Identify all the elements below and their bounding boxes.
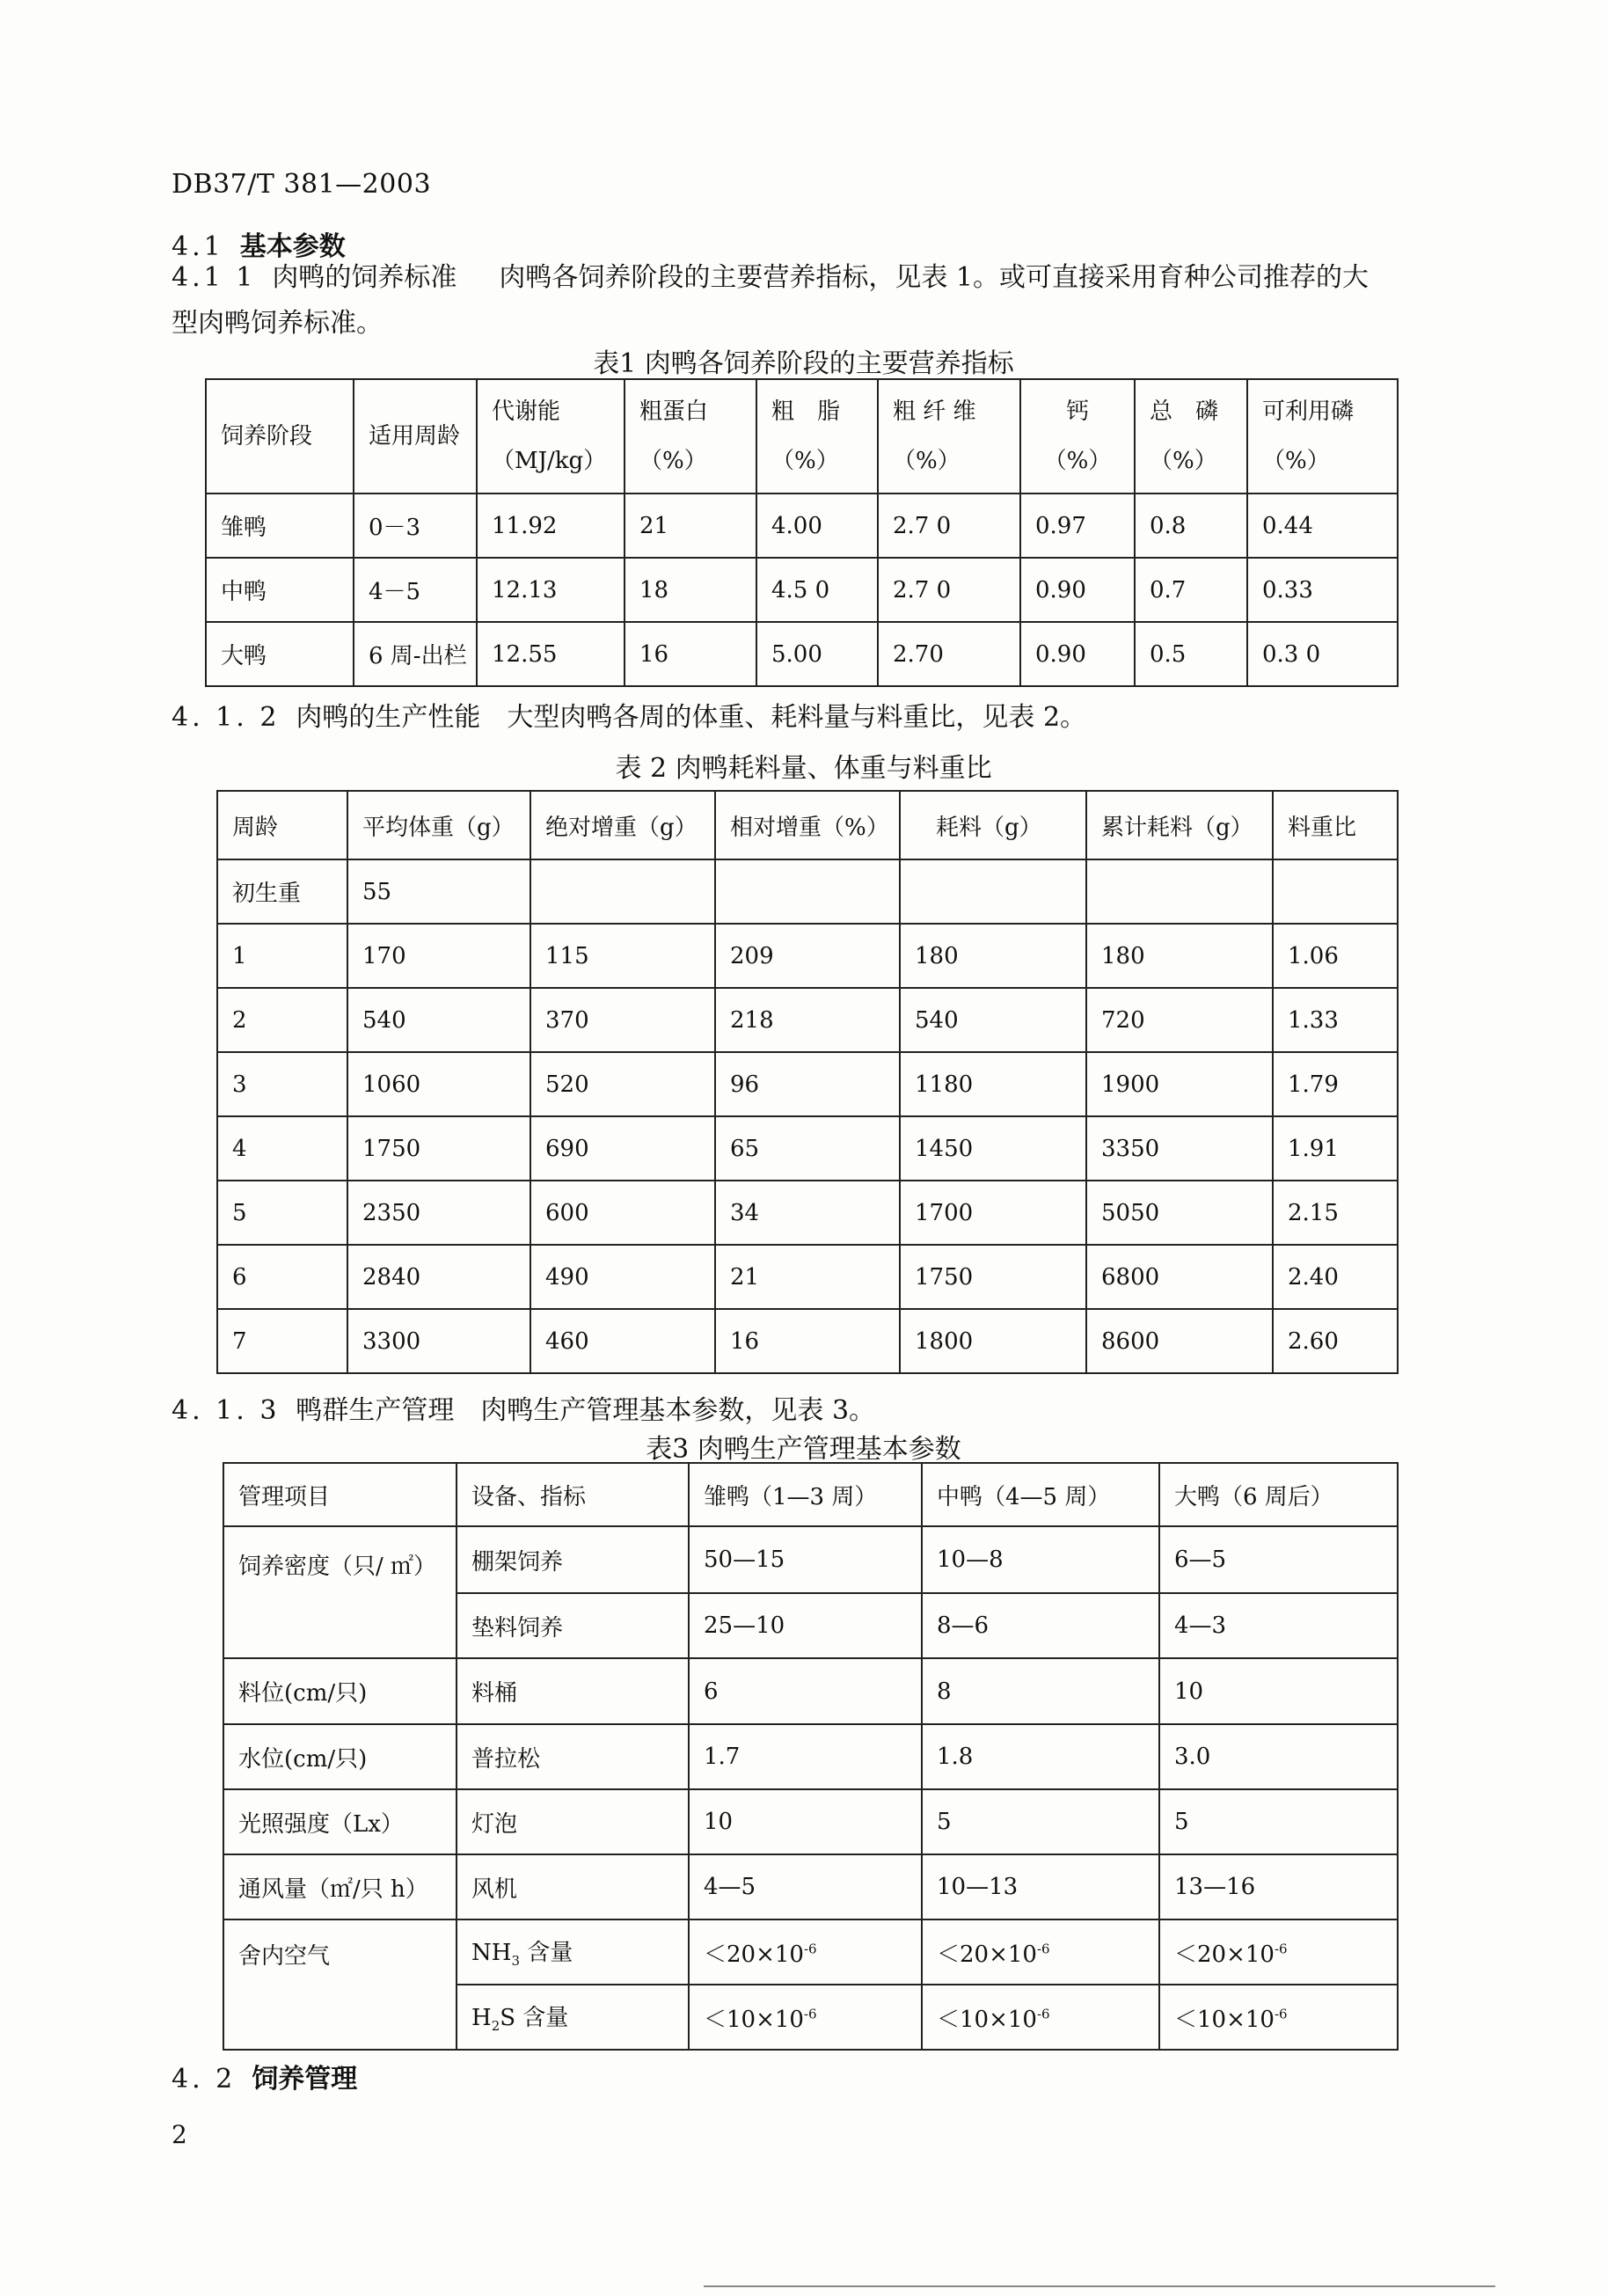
table-cell: 1.8 <box>922 1724 1159 1789</box>
table-cell: 棚架饲养 <box>457 1526 689 1593</box>
table-cell: 11.92 <box>477 494 625 558</box>
table1-header-cell: 代谢能 （MJ/kg） <box>477 379 625 494</box>
table2-header-cell: 绝对增重（g） <box>530 791 715 859</box>
table-cell: 中鸭 <box>206 558 354 622</box>
table-cell: 1.33 <box>1273 988 1398 1052</box>
table-cell: 21 <box>715 1245 900 1309</box>
document-code: DB37/T 381—2003 <box>172 169 432 200</box>
table-cell: 540 <box>900 988 1086 1052</box>
table-cell: 饲养密度（只/ ㎡） <box>223 1526 457 1658</box>
table3-caption: 表3 肉鸭生产管理基本参数 <box>646 1434 961 1465</box>
table-cell: 1.7 <box>689 1724 922 1789</box>
table-cell: 5.00 <box>756 622 878 686</box>
table1-header-cell: 钙 （%） <box>1020 379 1135 494</box>
table-row <box>206 494 1398 558</box>
table-cell: 风机 <box>457 1854 689 1919</box>
table-cell: 1900 <box>1086 1052 1273 1116</box>
table-cell: 50—15 <box>689 1526 922 1593</box>
table-cell: 8 <box>922 1658 1159 1724</box>
table-cell: 7 <box>217 1309 347 1373</box>
table1-header-cell: 粗 纤 维 （%） <box>878 379 1020 494</box>
table1-nutrition <box>205 378 1399 687</box>
table-cell: 10 <box>689 1789 922 1854</box>
table-row <box>206 558 1398 622</box>
table-cell: 0.90 <box>1020 622 1135 686</box>
table-cell: 2.7 0 <box>878 558 1020 622</box>
page-number: 2 <box>172 2120 187 2149</box>
table-cell: 垫料饲养 <box>457 1593 689 1658</box>
table-cell: 1.06 <box>1273 924 1398 988</box>
table-cell: 10—8 <box>922 1526 1159 1593</box>
table2-performance <box>216 790 1399 1374</box>
table-cell: 光照强度（Lx） <box>223 1789 457 1854</box>
section-number: 4. 1. 2 <box>172 702 281 733</box>
table-cell: 5 <box>1159 1789 1398 1854</box>
table-row <box>223 1919 1398 1985</box>
table-cell: 180 <box>900 924 1086 988</box>
section-number: 4.1 1 <box>172 262 257 293</box>
table-row <box>223 1526 1398 1593</box>
table-cell: $<20\times 10^{-6}$ <box>1159 1919 1398 1985</box>
table-cell: 灯泡 <box>457 1789 689 1854</box>
table-cell <box>1086 859 1273 924</box>
table-cell <box>900 859 1086 924</box>
table1-caption: 表1 肉鸭各饲养阶段的主要营养指标 <box>593 348 1014 379</box>
table-cell: 18 <box>625 558 756 622</box>
section-title: 肉鸭的生产性能 <box>296 702 481 733</box>
section-title: 肉鸭的饲养标准 <box>272 262 457 293</box>
table-cell: 1700 <box>900 1181 1086 1245</box>
table-cell: 2.70 <box>878 622 1020 686</box>
table-cell: 1750 <box>900 1245 1086 1309</box>
table-cell: 34 <box>715 1181 900 1245</box>
table-cell <box>715 859 900 924</box>
table1-header-cell: 适用周龄 <box>354 379 477 494</box>
table-cell: 4.00 <box>756 494 878 558</box>
table-cell: 12.13 <box>477 558 625 622</box>
table-cell: 6 <box>689 1658 922 1724</box>
table-cell: 6 周-出栏 <box>354 622 477 686</box>
section-4-1-1-paragraph <box>172 255 1456 347</box>
table-cell: 4－5 <box>354 558 477 622</box>
table-cell: 180 <box>1086 924 1273 988</box>
table-row <box>223 1658 1398 1724</box>
table-cell: 0.33 <box>1247 558 1398 622</box>
table-cell: 0.90 <box>1020 558 1135 622</box>
table-cell: $H_2S$ 含量 <box>457 1985 689 2050</box>
table-cell: 2.40 <box>1273 1245 1398 1309</box>
table-cell: 0－3 <box>354 494 477 558</box>
table-cell <box>530 859 715 924</box>
table-cell: 16 <box>715 1309 900 1373</box>
table-cell: 96 <box>715 1052 900 1116</box>
table3-header-cell: 大鸭（6 周后） <box>1159 1463 1398 1526</box>
table-cell: 1.79 <box>1273 1052 1398 1116</box>
table2-header-cell: 料重比 <box>1273 791 1398 859</box>
table-cell: $<10\times 10^{-6}$ <box>922 1985 1159 2050</box>
table-cell: 170 <box>347 924 530 988</box>
table-cell: 6—5 <box>1159 1526 1398 1593</box>
table-cell: 料桶 <box>457 1658 689 1724</box>
table-cell: 209 <box>715 924 900 988</box>
table-cell: 115 <box>530 924 715 988</box>
table-row <box>223 1724 1398 1789</box>
table-cell: 690 <box>530 1116 715 1181</box>
table-cell: 10 <box>1159 1658 1398 1724</box>
table1-header-cell: 粗蛋白 （%） <box>625 379 756 494</box>
table2-header-cell: 平均体重（g） <box>347 791 530 859</box>
section-title: 饲养管理 <box>252 2064 358 2095</box>
table-cell: 2 <box>217 988 347 1052</box>
table-cell: 6 <box>217 1245 347 1309</box>
table-cell: 3350 <box>1086 1116 1273 1181</box>
table-cell: 370 <box>530 988 715 1052</box>
table-cell: 4—3 <box>1159 1593 1398 1658</box>
table-row <box>217 1116 1398 1181</box>
table-cell: 2350 <box>347 1181 530 1245</box>
table-cell: 0.3 0 <box>1247 622 1398 686</box>
table-cell: 600 <box>530 1181 715 1245</box>
table-cell: 13—16 <box>1159 1854 1398 1919</box>
section-4-1-2-paragraph <box>172 695 1086 734</box>
paragraph-text: 大型肉鸭各周的体重、耗料量与料重比，见表 2。 <box>507 702 1087 733</box>
table-cell: 0.8 <box>1135 494 1247 558</box>
table-cell: 460 <box>530 1309 715 1373</box>
section-4-1-3-paragraph <box>172 1388 875 1427</box>
table-cell: 8—6 <box>922 1593 1159 1658</box>
table-cell: 3300 <box>347 1309 530 1373</box>
table-cell: 65 <box>715 1116 900 1181</box>
table-cell: $<10\times 10^{-6}$ <box>689 1985 922 2050</box>
table-cell: 16 <box>625 622 756 686</box>
table-cell: 540 <box>347 988 530 1052</box>
table-cell: 720 <box>1086 988 1273 1052</box>
scan-edge-line <box>704 2285 1495 2287</box>
paragraph-text-continued: 型肉鸭饲养标准。 <box>172 308 383 339</box>
table-cell: 3.0 <box>1159 1724 1398 1789</box>
table2-header-row <box>217 791 1398 859</box>
table-row <box>217 859 1398 924</box>
table2-header-cell: 周龄 <box>217 791 347 859</box>
table-row <box>206 622 1398 686</box>
table-cell: 5050 <box>1086 1181 1273 1245</box>
table-cell: $NH_3$ 含量 <box>457 1919 689 1985</box>
table-cell: 3 <box>217 1052 347 1116</box>
table1-header-cell: 可利用磷 （%） <box>1247 379 1398 494</box>
paragraph-text: 肉鸭生产管理基本参数，见表 3。 <box>480 1395 876 1426</box>
table-cell: 大鸭 <box>206 622 354 686</box>
section-number: 4. 1. 3 <box>172 1395 281 1426</box>
table-row <box>217 1245 1398 1309</box>
table2-header-cell: 累计耗料（g） <box>1086 791 1273 859</box>
table-cell: 普拉松 <box>457 1724 689 1789</box>
table3-management <box>223 1462 1399 2051</box>
table-cell: 520 <box>530 1052 715 1116</box>
table-row <box>223 1789 1398 1854</box>
table-cell: 2840 <box>347 1245 530 1309</box>
table2-caption: 表 2 肉鸭耗料量、体重与料重比 <box>615 753 992 784</box>
section-4-2-heading <box>172 2057 357 2095</box>
table2-header-cell: 相对增重（%） <box>715 791 900 859</box>
table-cell: 1180 <box>900 1052 1086 1116</box>
table-row <box>217 924 1398 988</box>
table1-header-cell: 饲养阶段 <box>206 379 354 494</box>
table-cell: 1 <box>217 924 347 988</box>
table-row <box>217 1309 1398 1373</box>
table-row <box>217 1052 1398 1116</box>
table3-header-cell: 设备、指标 <box>457 1463 689 1526</box>
section-number: 4. 2 <box>172 2064 237 2095</box>
table1-header-row <box>206 379 1398 494</box>
table-cell: 0.7 <box>1135 558 1247 622</box>
table-cell: 4 <box>217 1116 347 1181</box>
table-row <box>217 988 1398 1052</box>
table1-header-cell: 总 磷 （%） <box>1135 379 1247 494</box>
table-cell: 水位(cm/只) <box>223 1724 457 1789</box>
table-cell: 通风量（㎡/只 h） <box>223 1854 457 1919</box>
table-cell: 1450 <box>900 1116 1086 1181</box>
table-cell: 12.55 <box>477 622 625 686</box>
table-cell: $<20\times 10^{-6}$ <box>689 1919 922 1985</box>
table-row <box>217 1181 1398 1245</box>
section-title: 鸭群生产管理 <box>296 1395 455 1426</box>
paragraph-text: 肉鸭各饲养阶段的主要营养指标，见表 1。或可直接采用育种公司推荐的大 <box>499 262 1369 293</box>
table-cell: $<20\times 10^{-6}$ <box>922 1919 1159 1985</box>
section-title: 基本参数 <box>239 231 346 262</box>
table-cell: 2.15 <box>1273 1181 1398 1245</box>
table3-header-cell: 雏鸭（1—3 周） <box>689 1463 922 1526</box>
table-row <box>223 1854 1398 1919</box>
table1-header-cell: 粗 脂 （%） <box>756 379 878 494</box>
table-cell: 1750 <box>347 1116 530 1181</box>
table2-header-cell: 耗料（g） <box>900 791 1086 859</box>
table-cell: 490 <box>530 1245 715 1309</box>
table-cell: 10—13 <box>922 1854 1159 1919</box>
table-cell: 2.60 <box>1273 1309 1398 1373</box>
table-cell: 5 <box>217 1181 347 1245</box>
table3-header-row <box>223 1463 1398 1526</box>
table-cell: 初生重 <box>217 859 347 924</box>
table-cell: 雏鸭 <box>206 494 354 558</box>
table3-header-cell: 中鸭（4—5 周） <box>922 1463 1159 1526</box>
table-cell: 4—5 <box>689 1854 922 1919</box>
table-cell: 218 <box>715 988 900 1052</box>
table-cell: 0.5 <box>1135 622 1247 686</box>
table-cell: 4.5 0 <box>756 558 878 622</box>
table-cell: 55 <box>347 859 530 924</box>
table-cell: 5 <box>922 1789 1159 1854</box>
table3-header-cell: 管理项目 <box>223 1463 457 1526</box>
table-cell: 料位(cm/只) <box>223 1658 457 1724</box>
table-cell: 25—10 <box>689 1593 922 1658</box>
table-cell: 0.97 <box>1020 494 1135 558</box>
table-cell: 2.7 0 <box>878 494 1020 558</box>
table-cell: 1060 <box>347 1052 530 1116</box>
table-cell: 1800 <box>900 1309 1086 1373</box>
table-cell: $<10\times 10^{-6}$ <box>1159 1985 1398 2050</box>
table-cell: 1.91 <box>1273 1116 1398 1181</box>
section-number: 4.1 <box>172 231 224 262</box>
table-cell: 21 <box>625 494 756 558</box>
table-cell: 8600 <box>1086 1309 1273 1373</box>
table-cell: 0.44 <box>1247 494 1398 558</box>
table-cell: 舍内空气 <box>223 1919 457 2050</box>
table-cell <box>1273 859 1398 924</box>
table-cell: 6800 <box>1086 1245 1273 1309</box>
